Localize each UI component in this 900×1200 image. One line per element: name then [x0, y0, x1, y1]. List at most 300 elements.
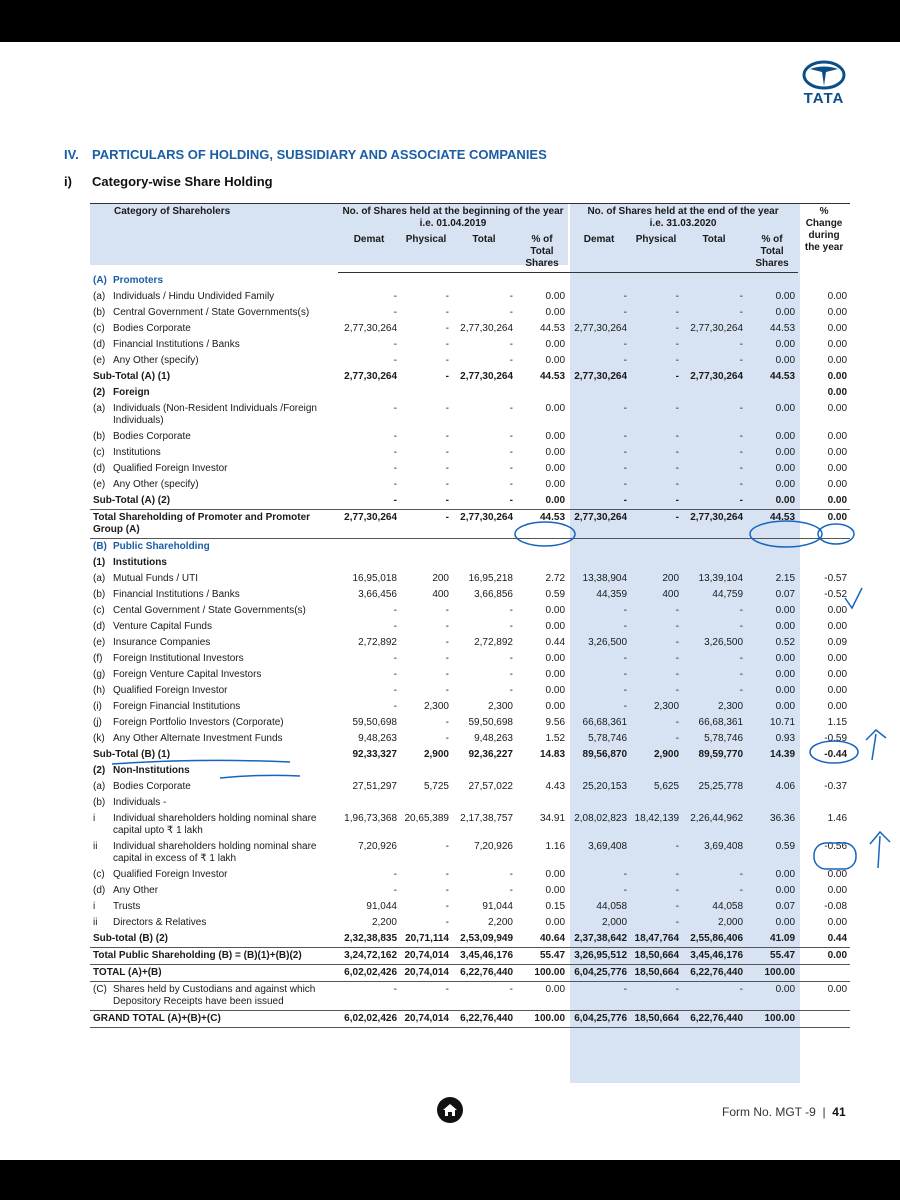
cell-value: 0.00 — [545, 701, 566, 712]
row-category: Institutions — [113, 557, 167, 568]
row-category: Foreign Portfolio Investors (Corporate) — [113, 717, 284, 728]
cell-value: - — [623, 463, 628, 474]
table-row — [90, 510, 850, 539]
bottom-black-bar — [0, 1160, 900, 1200]
cell-value: - — [445, 917, 449, 928]
cell-value: 0.00 — [545, 463, 566, 474]
cell-value: 13,38,904 — [582, 573, 628, 584]
cell-value: 4.06 — [775, 781, 796, 792]
cell-value: 3,66,456 — [358, 589, 397, 600]
table-row — [90, 353, 850, 369]
table-row — [90, 883, 850, 899]
table-row — [90, 493, 850, 510]
cell-value: - — [675, 307, 680, 318]
cell-value: 0.00 — [545, 885, 566, 896]
table-row — [90, 683, 850, 699]
cell-value: 0.07 — [775, 901, 796, 912]
table-row — [90, 273, 850, 290]
table-row — [90, 715, 850, 731]
row-category: Individuals / Hindu Undivided Family — [113, 291, 275, 302]
row-label: (d) — [93, 621, 106, 632]
row-label: (d) — [93, 339, 106, 350]
cell-value — [798, 795, 850, 811]
cell-value: - — [393, 495, 397, 506]
cell-value: 91,044 — [482, 901, 513, 912]
table-row — [90, 667, 850, 683]
cell-value — [338, 795, 400, 811]
cell-value: 89,59,770 — [698, 749, 744, 760]
header-total: Total — [452, 232, 516, 273]
cell-value: 2,77,30,264 — [568, 510, 630, 539]
cell-value: - — [445, 637, 449, 648]
cell-value: 27,57,022 — [468, 781, 513, 792]
row-label: (e) — [93, 637, 106, 648]
cell-value: 2,37,38,642 — [574, 933, 628, 944]
row-label: (b) — [93, 589, 106, 600]
cell-value: - — [393, 479, 397, 490]
cell-value: 14.83 — [539, 749, 566, 760]
cell-value: - — [623, 291, 628, 302]
cell-value: 40.64 — [539, 933, 566, 944]
cell-value: 14.39 — [770, 749, 796, 760]
cell-value — [746, 385, 798, 401]
cell-value — [516, 385, 568, 401]
cell-value: - — [400, 510, 452, 539]
cell-value: 25,25,778 — [698, 781, 744, 792]
cell-value: 0.00 — [775, 605, 796, 616]
cell-value: 2,900 — [653, 749, 680, 760]
cell-value: 2,300 — [717, 701, 744, 712]
row-category: Sub-total (B) (2) — [93, 933, 168, 944]
header-category: Category of Shareholers — [90, 204, 338, 273]
cell-value: - — [509, 685, 513, 696]
cell-value: 0.00 — [545, 479, 566, 490]
table-row — [90, 651, 850, 667]
cell-value: 9,48,263 — [358, 733, 397, 744]
cell-value — [452, 385, 516, 401]
row-category: Financial Institutions / Banks — [113, 339, 240, 350]
cell-value: 200 — [662, 573, 680, 584]
cell-value: - — [675, 355, 680, 366]
cell-value: 36.36 — [770, 813, 796, 824]
cell-value: - — [675, 669, 680, 680]
cell-value: 5,725 — [423, 781, 449, 792]
cell-value: 5,625 — [653, 781, 680, 792]
row-label: (A) — [93, 274, 107, 286]
cell-value: 0.00 — [545, 653, 566, 664]
cell-value: 2,77,30,264 — [690, 371, 744, 382]
cell-value: - — [739, 669, 744, 680]
cell-value: - — [445, 463, 449, 474]
row-label: (f) — [93, 653, 103, 664]
cell-value: - — [393, 869, 397, 880]
cell-value: 0.00 — [775, 495, 796, 506]
cell-value: 6,02,02,426 — [338, 1011, 400, 1028]
cell-value: - — [445, 495, 449, 506]
cell-value: - — [675, 653, 680, 664]
cell-value: 44.53 — [770, 371, 796, 382]
row-label: i — [93, 813, 96, 824]
row-label: (B) — [93, 541, 107, 552]
cell-value — [682, 555, 746, 571]
table-row — [90, 539, 850, 556]
row-label: (g) — [93, 669, 106, 680]
cell-value — [630, 763, 682, 779]
cell-value: 1.16 — [545, 841, 566, 852]
cell-value: - — [445, 339, 449, 350]
row-category: Shares held by Custodians and against which Depository Receipts have been issued — [113, 984, 316, 1007]
cell-value: - — [393, 291, 397, 302]
cell-value: - — [393, 355, 397, 366]
cell-value: - — [393, 621, 397, 632]
cell-value: - — [739, 869, 744, 880]
cell-value: 0.00 — [827, 701, 848, 712]
table-row — [90, 867, 850, 883]
cell-value: 0.00 — [827, 323, 848, 334]
cell-value: 0.00 — [545, 984, 566, 995]
cell-value: - — [739, 621, 744, 632]
cell-value: 0.00 — [827, 387, 848, 398]
cell-value: - — [393, 669, 397, 680]
row-label: (2) — [93, 387, 106, 398]
cell-value: 0.00 — [545, 339, 566, 350]
cell-value: 0.00 — [775, 339, 796, 350]
row-category: Bodies Corporate — [113, 431, 191, 442]
cell-value: - — [675, 323, 680, 334]
cell-value: 0.00 — [827, 431, 848, 442]
cell-value: - — [739, 479, 744, 490]
cell-value: 20,74,014 — [400, 965, 452, 982]
cell-value: - — [445, 479, 449, 490]
row-label: (e) — [93, 355, 106, 366]
row-category: Mutual Funds / UTI — [113, 573, 199, 584]
row-category: Sub-Total (A) (1) — [93, 371, 171, 382]
table-row — [90, 401, 850, 429]
cell-value: 0.00 — [798, 510, 850, 539]
table-row — [90, 763, 850, 779]
cell-value: 0.00 — [827, 869, 848, 880]
cell-value: - — [739, 355, 744, 366]
cell-value — [746, 795, 798, 811]
cell-value: 10.71 — [770, 717, 796, 728]
row-category: Individuals (Non-Resident Individuals /Foreign Individuals) — [113, 403, 317, 426]
cell-value: -0.59 — [824, 733, 848, 744]
row-label: (c) — [93, 447, 105, 458]
cell-value: - — [630, 510, 682, 539]
cell-value: 18,50,664 — [630, 1011, 682, 1028]
cell-value: 25,20,153 — [582, 781, 628, 792]
cell-value: 0.44 — [545, 637, 566, 648]
subsection-heading: i) Category-wise Share Holding — [64, 174, 273, 189]
home-icon[interactable] — [437, 1097, 463, 1123]
cell-value — [568, 555, 630, 571]
cell-value: - — [445, 841, 449, 852]
table-row — [90, 429, 850, 445]
header-demat: Demat — [338, 232, 400, 273]
row-category: Sub-Total (B) (1) — [93, 749, 171, 760]
cell-value — [682, 385, 746, 401]
cell-value: 0.00 — [775, 307, 796, 318]
cell-value: - — [675, 885, 680, 896]
row-category: Individual shareholders holding nominal share capital upto ₹ 1 lakh — [113, 813, 317, 836]
table-row — [90, 965, 850, 982]
cell-value: 2,72,892 — [358, 637, 397, 648]
cell-value: 100.00 — [746, 965, 798, 982]
cell-value: 0.00 — [545, 447, 566, 458]
cell-value: - — [623, 869, 628, 880]
cell-value: - — [445, 685, 449, 696]
cell-value: 0.00 — [775, 403, 796, 414]
cell-value: 0.93 — [775, 733, 796, 744]
table-row — [90, 445, 850, 461]
cell-value: 0.00 — [545, 355, 566, 366]
cell-value: 20,74,014 — [400, 948, 452, 965]
table-row — [90, 731, 850, 747]
cell-value: 5,78,746 — [704, 733, 744, 744]
row-category: Total Shareholding of Promoter and Promoter Group (A) — [90, 510, 338, 539]
table-row — [90, 587, 850, 603]
table-row — [90, 982, 850, 1011]
cell-value: -0.08 — [824, 901, 848, 912]
cell-value — [630, 385, 682, 401]
tata-logo — [796, 60, 852, 108]
cell-value: - — [509, 339, 513, 350]
row-label: (C) — [93, 984, 107, 995]
cell-value: - — [739, 291, 744, 302]
cell-value — [452, 763, 516, 779]
row-category: Central Government / State Governments(s) — [113, 307, 310, 318]
cell-value: 3,26,500 — [588, 637, 628, 648]
table-row — [90, 321, 850, 337]
row-label: (b) — [93, 431, 106, 442]
cell-value: 59,50,698 — [468, 717, 513, 728]
cell-value: 34.91 — [539, 813, 566, 824]
cell-value: 3,66,856 — [474, 589, 513, 600]
cell-value: - — [675, 621, 680, 632]
cell-value: 7,20,926 — [474, 841, 513, 852]
cell-value: - — [623, 885, 628, 896]
cell-value — [798, 965, 850, 982]
cell-value: 0.00 — [827, 403, 848, 414]
cell-value: 44,058 — [712, 901, 744, 912]
cell-value: - — [675, 733, 680, 744]
cell-value: 2,77,30,264 — [574, 371, 628, 382]
cell-value: - — [623, 431, 628, 442]
ink-arrow-up — [870, 832, 890, 868]
row-category: Financial Institutions / Banks — [113, 589, 240, 600]
cell-value: - — [739, 495, 744, 506]
cell-value: 13,39,104 — [698, 573, 744, 584]
cell-value: 0.07 — [775, 589, 796, 600]
cell-value: - — [675, 984, 680, 995]
cell-value: 2,300 — [487, 701, 513, 712]
cell-value: - — [739, 984, 744, 995]
table-row — [90, 811, 850, 839]
row-category: Insurance Companies — [113, 637, 211, 648]
cell-value: 44.53 — [746, 510, 798, 539]
row-label: ii — [93, 917, 98, 928]
cell-value — [746, 555, 798, 571]
cell-value: - — [675, 685, 680, 696]
cell-value — [400, 555, 452, 571]
cell-value: - — [623, 479, 628, 490]
cell-value — [516, 763, 568, 779]
cell-value: - — [623, 701, 628, 712]
cell-value: 0.00 — [545, 621, 566, 632]
cell-value: 2,17,38,757 — [460, 813, 513, 824]
cell-value: 3,45,46,176 — [682, 948, 746, 965]
header-change: % Change during the year — [798, 204, 850, 273]
cell-value: 0.00 — [545, 669, 566, 680]
cell-value: - — [623, 447, 628, 458]
cell-value: 2,72,892 — [474, 637, 513, 648]
cell-value: 0.00 — [827, 371, 848, 382]
row-category: Bodies Corporate — [113, 781, 191, 792]
cell-value: -0.52 — [824, 589, 848, 600]
cell-value: 66,68,361 — [582, 717, 628, 728]
cell-value: 2,200 — [371, 917, 397, 928]
cell-value: - — [739, 447, 744, 458]
cell-value: - — [445, 885, 449, 896]
row-label: (b) — [93, 797, 106, 808]
row-category: TOTAL (A)+(B) — [90, 965, 338, 982]
cell-value — [400, 385, 452, 401]
cell-value: - — [445, 901, 449, 912]
table-row — [90, 603, 850, 619]
table-row — [90, 779, 850, 795]
row-label: (c) — [93, 869, 105, 880]
cell-value: 6,22,76,440 — [452, 1011, 516, 1028]
cell-value: 0.00 — [827, 653, 848, 664]
cell-value: 20,74,014 — [400, 1011, 452, 1028]
cell-value: 0.00 — [827, 479, 848, 490]
page-footer: Form No. MGT -9 | 41 — [722, 1105, 846, 1119]
cell-value: - — [623, 653, 628, 664]
cell-value: 44.53 — [516, 510, 568, 539]
row-label: (2) — [93, 765, 106, 776]
cell-value: 6,04,25,776 — [568, 965, 630, 982]
row-category: Cental Government / State Governments(s) — [113, 605, 306, 616]
cell-value — [798, 555, 850, 571]
cell-value: 44,058 — [596, 901, 628, 912]
cell-value: 2,55,86,406 — [690, 933, 744, 944]
row-label: (j) — [93, 717, 102, 728]
cell-value: - — [739, 431, 744, 442]
cell-value: - — [393, 447, 397, 458]
cell-value: 0.00 — [775, 984, 796, 995]
cell-value: - — [445, 307, 449, 318]
cell-value: 0.00 — [545, 291, 566, 302]
cell-value: - — [623, 339, 628, 350]
cell-value: 0.00 — [827, 463, 848, 474]
table-row — [90, 747, 850, 763]
table-row — [90, 619, 850, 635]
cell-value: - — [509, 653, 513, 664]
row-category: Venture Capital Funds — [113, 621, 212, 632]
table-row — [90, 915, 850, 931]
cell-value: - — [445, 403, 449, 414]
cell-value: - — [445, 431, 449, 442]
table-row — [90, 948, 850, 965]
cell-value: 18,47,764 — [634, 933, 680, 944]
cell-value: 0.00 — [775, 355, 796, 366]
section-heading: IV. PARTICULARS OF HOLDING, SUBSIDIARY AND ASSOCIATE COMPANIES — [64, 147, 547, 162]
row-category: Foreign — [113, 387, 150, 398]
cell-value: - — [445, 984, 449, 995]
header-total-end: Total — [682, 232, 746, 273]
cell-value: 0.00 — [827, 621, 848, 632]
cell-value: - — [675, 463, 680, 474]
cell-value: - — [509, 307, 513, 318]
cell-value: - — [445, 669, 449, 680]
header-physical-end: Physical — [630, 232, 682, 273]
cell-value: 0.00 — [775, 669, 796, 680]
row-category: Bodies Corporate — [113, 323, 191, 334]
cell-value: 1.15 — [827, 717, 848, 728]
cell-value: - — [623, 307, 628, 318]
cell-value — [746, 763, 798, 779]
cell-value: 59,50,698 — [352, 717, 397, 728]
cell-value: - — [739, 605, 744, 616]
cell-value: - — [393, 701, 397, 712]
cell-value: 2,77,30,264 — [682, 510, 746, 539]
cell-value: 7,20,926 — [358, 841, 397, 852]
cell-value: -0.44 — [824, 749, 848, 760]
cell-value: 1.46 — [827, 813, 848, 824]
row-label: (a) — [93, 403, 106, 414]
cell-value — [798, 763, 850, 779]
brand-name: TATA — [803, 90, 845, 107]
cell-value: 200 — [432, 573, 449, 584]
cell-value — [568, 385, 630, 401]
row-category: Foreign Financial Institutions — [113, 701, 241, 712]
cell-value: 0.00 — [827, 355, 848, 366]
cell-value: - — [509, 291, 513, 302]
cell-value: 0.52 — [775, 637, 796, 648]
cell-value: 20,71,114 — [405, 933, 449, 944]
cell-value: 0.00 — [827, 917, 848, 928]
cell-value: - — [675, 605, 680, 616]
cell-value — [516, 555, 568, 571]
cell-value: - — [445, 323, 449, 334]
cell-value: - — [675, 447, 680, 458]
cell-value: - — [393, 307, 397, 318]
home-button[interactable] — [437, 1097, 463, 1123]
cell-value: - — [509, 463, 513, 474]
cell-value: 55.47 — [746, 948, 798, 965]
row-category: Qualified Foreign Investor — [113, 463, 228, 474]
table-row — [90, 571, 850, 587]
cell-value: 0.00 — [775, 701, 796, 712]
cell-value: 18,42,139 — [634, 813, 680, 824]
table-row — [90, 385, 850, 401]
cell-value: 100.00 — [746, 1011, 798, 1028]
cell-value: - — [393, 431, 397, 442]
section-title: Public Shareholding — [113, 541, 210, 552]
row-label: (1) — [93, 557, 106, 568]
cell-value: 0.00 — [775, 885, 796, 896]
cell-value: 6,02,02,426 — [338, 965, 400, 982]
cell-value: 1.52 — [545, 733, 566, 744]
cell-value: -0.56 — [824, 841, 848, 852]
row-category: GRAND TOTAL (A)+(B)+(C) — [90, 1011, 338, 1028]
cell-value: 0.00 — [775, 621, 796, 632]
cell-value: - — [739, 463, 744, 474]
cell-value: 2,900 — [423, 749, 449, 760]
table-row — [90, 795, 850, 811]
cell-value: 6,04,25,776 — [568, 1011, 630, 1028]
cell-value: 0.00 — [545, 685, 566, 696]
